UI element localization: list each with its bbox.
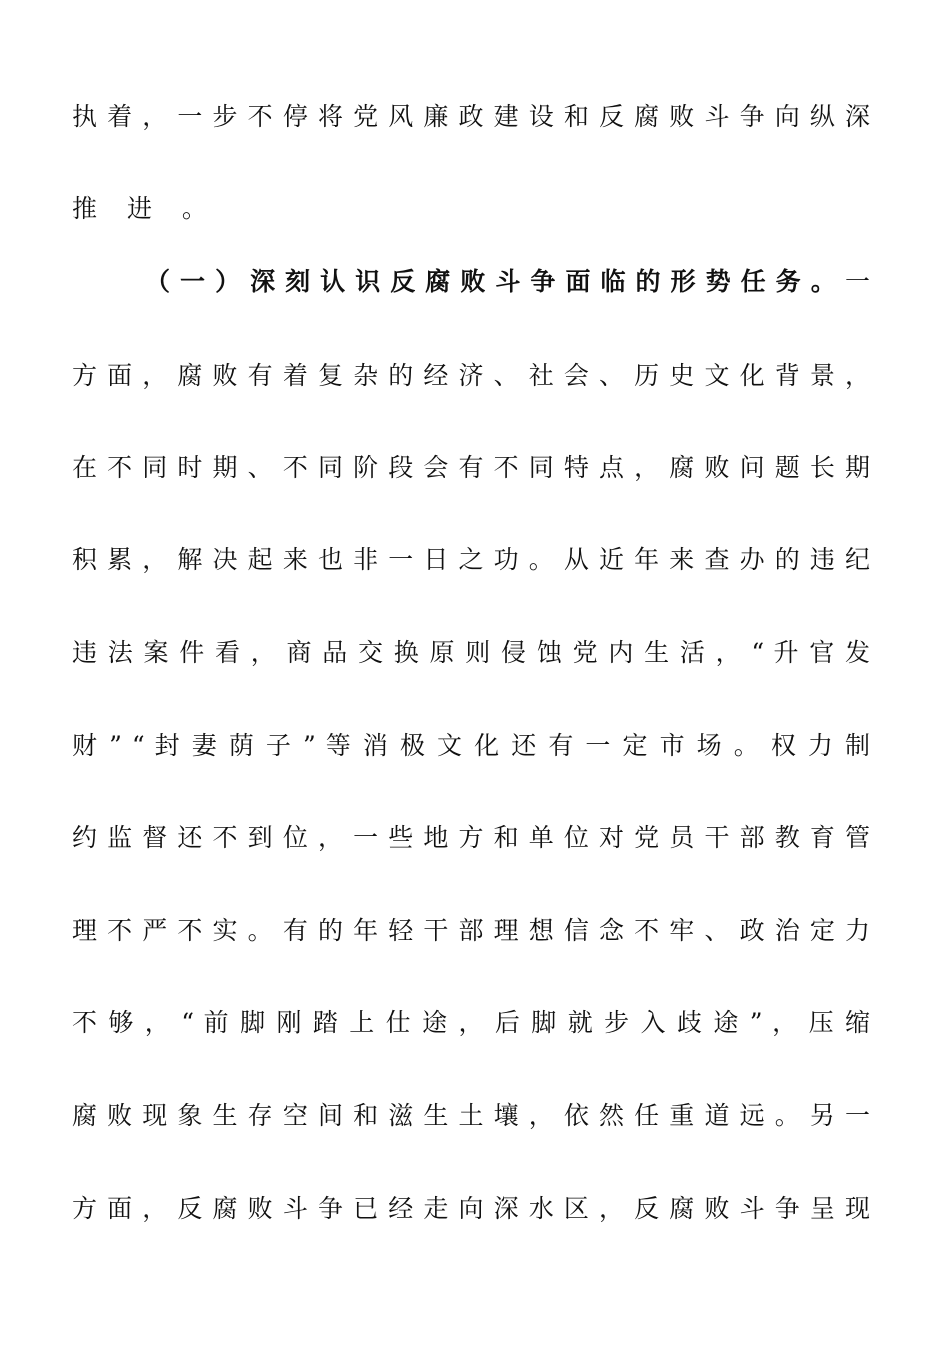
section-heading-line — [145, 262, 870, 302]
paragraph-line: 财 ” “ 封 妻 荫 子 ” 等 消 极 文 化 还 有 一 定 市 场 。 权 力 制 — [72, 731, 870, 760]
paragraph-line: 在 不 同 时 期 、 不 同 阶 段 会 有 不 同 特 点 ， 腐 败 问 题 长 期 — [72, 453, 870, 482]
paragraph-start: 一 — [845, 267, 870, 296]
paragraph-line: 违 法 案 件 看 ， 商 品 交 换 原 则 侵 蚀 党 内 生 活 ， “ 升 官 发 — [72, 638, 870, 667]
paragraph-line: 积 累 ， 解 决 起 来 也 非 一 日 之 功 。 从 近 年 来 查 办 的 违 纪 — [72, 545, 870, 574]
paragraph-line: 理 不 严 不 实 。 有 的 年 轻 干 部 理 想 信 念 不 牢 、 政 治 定 力 — [72, 916, 870, 945]
paragraph-line: 方 面 ， 反 腐 败 斗 争 已 经 走 向 深 水 区 ， 反 腐 败 斗 争 呈 现 — [72, 1194, 870, 1223]
paragraph-line: 腐 败 现 象 生 存 空 间 和 滋 生 土 壤 ， 依 然 任 重 道 远 。 另 一 — [72, 1101, 870, 1130]
paragraph-line: 方 面 ， 腐 败 有 着 复 杂 的 经 济 、 社 会 、 历 史 文 化 背 景 ， — [72, 361, 870, 390]
paragraph-line: 约 监 督 还 不 到 位 ， 一 些 地 方 和 单 位 对 党 员 干 部 教 育 管 — [72, 823, 870, 852]
paragraph-line: 推 进 。 — [72, 194, 218, 223]
paragraph-line: 执 着 ， 一 步 不 停 将 党 风 廉 政 建 设 和 反 腐 败 斗 争 向 纵 深 — [72, 102, 870, 131]
section-heading: （ 一 ） 深 刻 认 识 反 腐 败 斗 争 面 临 的 形 势 任 务 。 — [145, 267, 837, 296]
paragraph-line: 不 够 ， “ 前 脚 刚 踏 上 仕 途 ， 后 脚 就 步 入 歧 途 ” ， 压 缩 — [72, 1008, 870, 1037]
